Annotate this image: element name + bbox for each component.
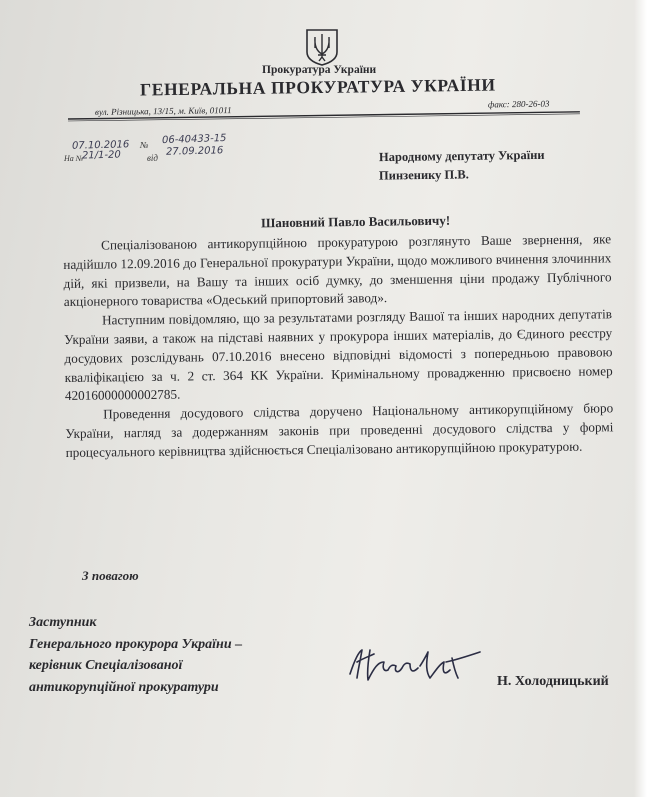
body-paragraph: Проведення досудового слідства доручено Національному антикорупційному бюро України, нагляд за додержанням законів при проведенні досудового слідства у формі процесуального керівництва здійснюється Спеціалізовано антикорупційною прокуратурою. [65, 400, 614, 460]
signatory-position-line: антикорупційної прокуратури [29, 679, 219, 695]
incoming-number-label: На № [64, 154, 84, 163]
incoming-date-handwritten: 27.09.2016 [165, 145, 224, 158]
incoming-number-handwritten: 21/1-20 [81, 149, 121, 162]
letterhead-address: вул. Різницька, 13/15, м. Київ, 01011 [94, 105, 232, 117]
closing-phrase: З повагою [82, 568, 139, 583]
letter-body [63, 230, 614, 462]
incoming-date-label: від [147, 153, 158, 163]
signatory-position-line: керівник Спеціалізованої [29, 658, 183, 673]
greeting: Шановний Павло Васильовичу! [260, 212, 451, 231]
signatory-name: Н. Холодницький [497, 674, 609, 689]
outgoing-number-label: № [140, 140, 149, 150]
outgoing-number-handwritten: 06-40433-15 [161, 132, 227, 147]
letterhead-fax: факс: 280-26-03 [487, 98, 550, 110]
letterhead-title: ГЕНЕРАЛЬНА ПРОКУРАТУРА УКРАЇНИ [139, 74, 496, 100]
handwritten-signature-icon [340, 632, 490, 692]
signatory-position-line: Заступник [29, 615, 97, 630]
signatory-position-line: Генерального прокурора України – [29, 636, 243, 652]
recipient-name: Пинзенику П.В. [378, 167, 469, 183]
outgoing-date-handwritten: 07.10.2016 [71, 139, 130, 152]
body-paragraph: Наступним повідомляю, що за результатами розгляду Вашої та інших народних депутатів України заяви, а також на підставі наявних у прокурора інших матеріалів, до Єдиного реєстру досудових розслідувань 07.10.2016 внесено відповідні відомості з попередньою правовою кваліфікацією за ч. 2 ст. 364 КК України. Кримінальному провадженню присвоєно номер 42016000000002785. [64, 306, 613, 404]
trident-coat-of-arms-icon [304, 28, 340, 66]
prosecutor-office-subtitle: Прокуратура України [262, 64, 377, 76]
body-paragraph: Спеціалізованою антикорупційною прокуратурою розглянуто Ваше звернення, яке надійшло 12.09.2016 до Генеральної прокуратури України, щодо можливого вчинення злочинних дій, які призвели, на Вашу та інших осіб думку, до зменшення ціни продажу Публічного акціонерного товариства «Одеський припортовий завод». [63, 231, 612, 310]
signatory-position [29, 612, 242, 698]
recipient-title: Народному депутату України [378, 147, 545, 165]
